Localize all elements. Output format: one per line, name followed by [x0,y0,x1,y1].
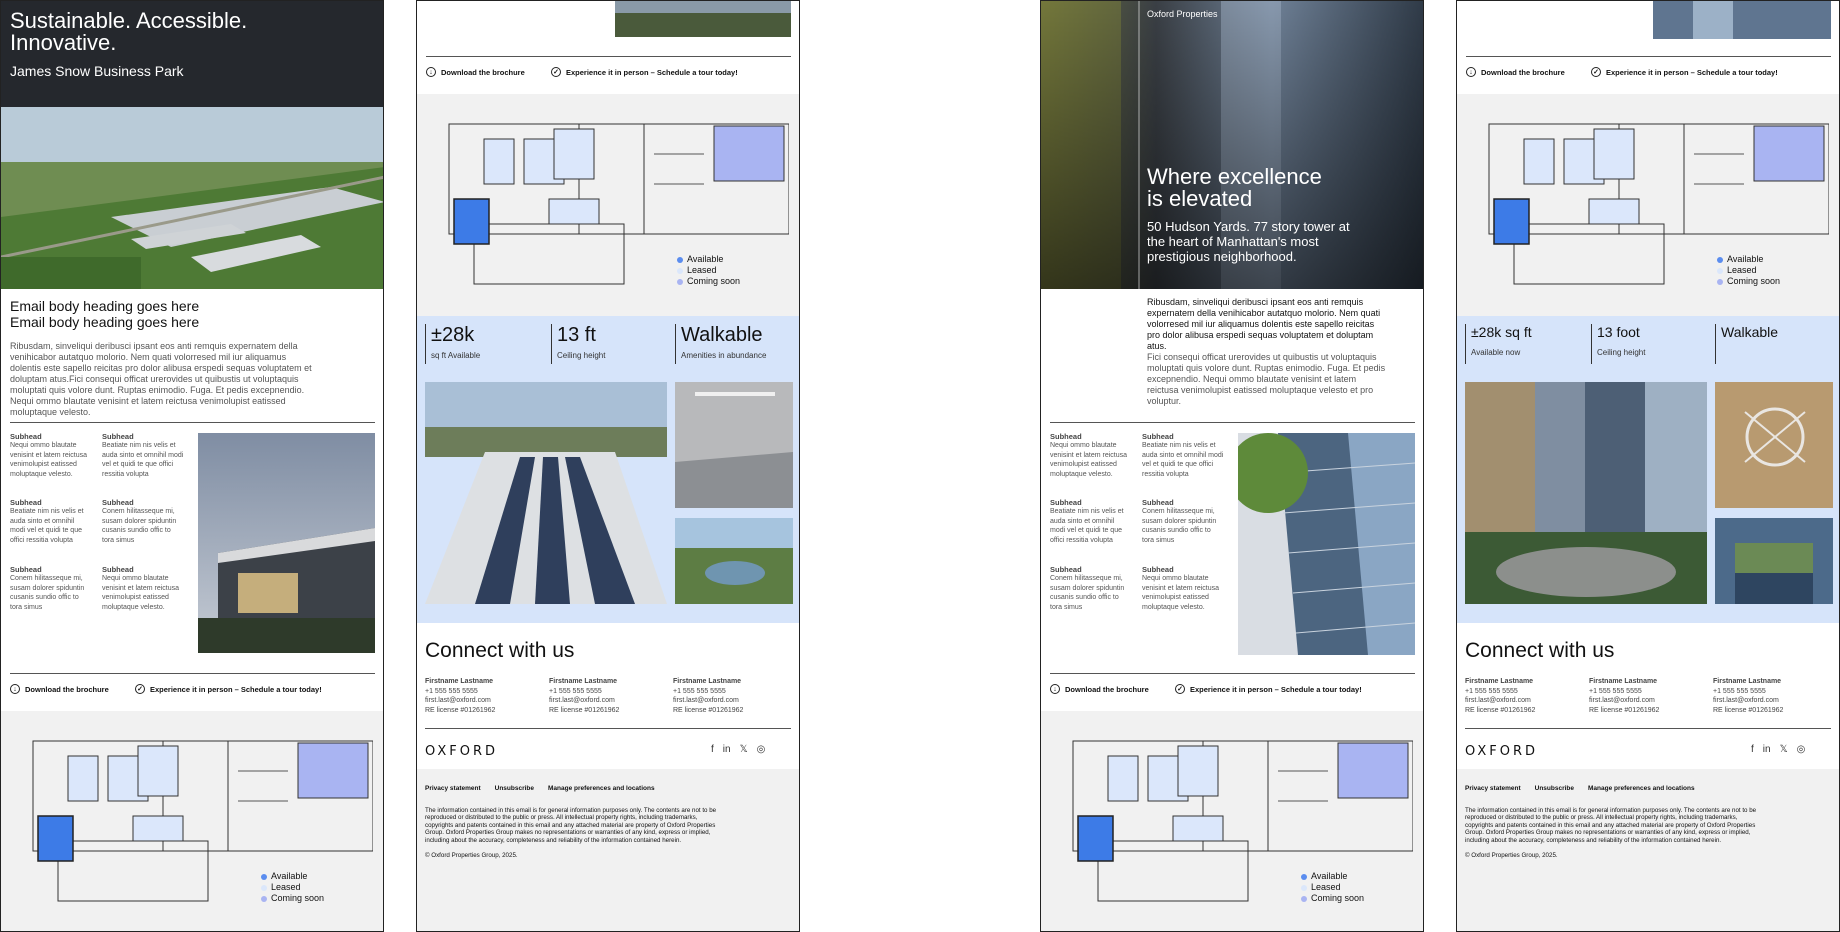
subhead-block [10,498,90,545]
x-icon[interactable]: 𝕏 [1779,744,1788,755]
legend-label: Available [1311,871,1348,881]
contact-name: Firstname Lastname [1713,678,1782,685]
subhead-block [1050,432,1130,479]
contact-card [1589,677,1659,715]
email-preview-3 [1040,0,1424,932]
stats-section [417,316,800,623]
brand-name: Oxford Properties [1147,9,1218,19]
legend-available [1301,871,1364,882]
contact-card [425,677,495,715]
legal-footer [417,769,800,932]
stat-label: Ceiling height [557,351,606,360]
stat-walkable [675,324,793,364]
download-icon: ↓ [1050,684,1060,694]
legend-coming-soon [677,276,740,287]
contact-email[interactable]: first.last@oxford.com [1713,697,1779,704]
contact-email[interactable]: first.last@oxford.com [1465,697,1531,704]
download-brochure-link[interactable] [10,684,109,694]
subhead-block [1142,498,1224,545]
contact-phone[interactable]: +1 555 555 5555 [1465,687,1518,695]
legend-available [261,871,324,882]
stat-value: ±28k sq ft [1471,324,1532,340]
contact-license: RE license #01261962 [1713,706,1784,714]
subhead-block [102,432,184,479]
disclaimer-text: The information contained in this email is for general information purposes only. The contents are not to be reproduced or distributed to the public or press. All intellectual property rights, including trademarks, copyrights and patents contained in this email and any attached material are property of Oxford Properties Group. Oxford Properties Group makes no representations or warranties of any kind, express or implied, including about the accuracy, completeness and reliability of the information contained herein. [425,807,717,844]
email-preview-4 [1456,0,1840,932]
hero-subtitle: James Snow Business Park [10,63,184,79]
body-paragraph-1: Ribusdam, sinveliqui deribusci ipsant eos anti remquis expernatem della venihicabor autatquo molorio. Nem quati volorresed mil iur aliquamus dolentis este sapello reicitas pro dolor alibusa erspedi sequas voluptatem et doluptam atus. [1147,297,1381,351]
stat-label: Amenities in abundance [681,351,767,360]
schedule-tour-link[interactable] [1175,684,1362,694]
instagram-icon[interactable]: ◎ [1796,744,1806,755]
legend-label: Coming soon [271,893,325,903]
download-brochure-label: Download the brochure [441,67,525,77]
legend-coming-soon [1301,893,1364,904]
pond-aerial-photo [675,518,793,604]
contact-phone[interactable]: +1 555 555 5555 [1589,687,1642,695]
subhead-text: Beatiate nim nis velis et auda sinto et omnihil modi vel et quidi te que offici ressitia volupta [1050,508,1124,544]
legend-label: Available [1727,254,1764,264]
contact-card [1713,677,1783,715]
floor-plan-legend [1301,871,1364,904]
vessel-sculpture-photo [1715,382,1833,508]
divider [426,56,791,57]
body-paragraph: Ribusdam, sinveliqui deribusci ipsant eos anti remquis expernatem della venihicabor autatquo molorio. Nem quati volorresed mil iur aliquamus dolentis este sapello reicitas pro dolor alibusa erspedi sequas voluptatem et doluptam atus.Fici consequi officat urerovides ut quibustis ut voluptaquis moluptati quis volore dunt. Ruptas enimodio. Fuga. Et pedis excepnendio. Nequi ommo blautate venisint et latem reictusa venimolupist eatissed moluptaque velesto. [10,341,312,417]
legend-leased [261,882,324,893]
check-icon: ✓ [1591,67,1601,77]
contact-email[interactable]: first.last@oxford.com [549,697,615,704]
subhead-text: Conem hilitasseque mi, susam dolorer spiduntin cusanis sundio offic to tora simus [102,508,177,544]
stats-section [1457,316,1840,623]
social-links [1751,744,1805,755]
subhead-text: Nequi ommo blautate venisint et latem reictusa venimolupist eatissed moluptaque velesto. [10,442,88,478]
download-brochure-label: Download the brochure [1065,684,1149,694]
legend-dot-coming-soon [677,279,683,285]
divider [10,422,375,423]
stat-sqft [425,324,543,364]
contact-name: Firstname Lastname [1589,678,1658,685]
stat-walkable [1715,324,1833,364]
floor-plan-section [1041,711,1424,932]
contact-name: Firstname Lastname [425,678,494,685]
check-icon: ✓ [135,684,145,694]
connect-heading: Connect with us [1465,639,1615,662]
subhead-text: Beatiate nim nis velis et auda sinto et omnihil modi vel et quidi te que offici ressitia volupta [10,508,84,544]
divider [10,673,375,674]
stat-value: Walkable [681,324,763,346]
subhead-text: Beatiate nim nis velis et auda sinto et omnihil modi vel et quidi te que offici ressitia volupta [102,442,184,478]
legend-dot-available [1717,257,1723,263]
contact-email[interactable]: first.last@oxford.com [673,697,739,704]
legend-label: Leased [1727,265,1757,275]
connect-heading: Connect with us [425,639,575,662]
copyright-text: © Oxford Properties Group, 2025. [425,852,518,859]
divider [1050,673,1415,674]
download-brochure-label: Download the brochure [25,684,109,694]
contact-license: RE license #01261962 [425,706,496,714]
stat-label: Available now [1471,348,1521,357]
unsubscribe-link[interactable]: Unsubscribe [494,785,535,792]
subhead-text: Nequi ommo blautate venisint et latem reictusa venimolupist eatissed moluptaque velesto. [1050,442,1128,478]
stat-ceiling [551,324,669,364]
subhead-block [1050,498,1130,545]
subhead-block [1050,565,1130,612]
unsubscribe-link[interactable]: Unsubscribe [1534,785,1575,792]
floor-plan-section [1457,94,1840,316]
x-icon[interactable]: 𝕏 [739,744,748,755]
facebook-icon[interactable]: f [711,744,714,755]
legend-dot-leased [1717,268,1723,274]
hero-subtitle: 50 Hudson Yards. 77 story tower at the heart of Manhattan's most prestigious neighborhood. [1147,219,1350,264]
legend-dot-leased [1301,885,1307,891]
legend-label: Leased [1311,882,1341,892]
hudson-yards-plaza-photo [1465,382,1707,604]
floor-plan-section [1,711,384,932]
contact-name: Firstname Lastname [1465,678,1534,685]
legend-dot-leased [261,885,267,891]
schedule-tour-link[interactable] [551,67,738,77]
subhead-title: Subhead [10,432,42,441]
contact-license: RE license #01261962 [1589,706,1660,714]
stat-label: sq ft Available [431,351,481,360]
contact-license: RE license #01261962 [1465,706,1536,714]
subhead-text: Conem hilitasseque mi, susam dolorer spiduntin cusanis sundio offic to tora simus [10,575,85,611]
instagram-icon[interactable]: ◎ [756,744,766,755]
hudson-yards-hero [1041,1,1424,289]
subhead-title: Subhead [10,565,42,574]
subhead-text: Nequi ommo blautate venisint et latem reictusa venimolupist eatissed moluptaque velesto. [1142,575,1220,611]
contact-email[interactable]: first.last@oxford.com [425,697,491,704]
download-icon: ↓ [10,684,20,694]
linkedin-icon[interactable]: in [722,744,731,755]
subhead-title: Subhead [1142,498,1174,507]
subhead-block [102,565,184,612]
hero-header [1,1,384,107]
floor-plan-legend [1717,254,1780,287]
floor-plan-legend [677,254,740,287]
download-brochure-link[interactable] [1466,67,1565,77]
subhead-block [10,432,90,479]
contact-card [549,677,619,715]
tower-facade-photo [1238,433,1415,655]
contact-license: RE license #01261962 [549,706,620,714]
legend-label: Available [271,871,308,881]
contact-name: Firstname Lastname [549,678,618,685]
schedule-tour-label: Experience it in person – Schedule a tour today! [566,67,738,77]
download-icon: ↓ [1466,67,1476,77]
subhead-text: Beatiate nim nis velis et auda sinto et omnihil modi vel et quidi te que offici ressitia volupta [1142,442,1224,478]
floor-plan-legend [261,871,324,904]
contact-email[interactable]: first.last@oxford.com [1589,697,1655,704]
legend-dot-leased [677,268,683,274]
legend-label: Coming soon [1727,276,1781,286]
subhead-block [102,498,184,545]
schedule-tour-link[interactable] [1591,67,1778,77]
hero-title: Sustainable. Accessible. Innovative. [10,8,248,55]
warehouse-dusk-photo [198,433,375,653]
email-preview-2 [416,0,800,932]
contact-phone[interactable]: +1 555 555 5555 [549,687,602,695]
legend-label: Available [687,254,724,264]
subhead-block [10,565,90,612]
contact-license: RE license #01261962 [673,706,744,714]
facebook-icon[interactable]: f [1751,744,1754,755]
legend-label: Coming soon [687,276,741,286]
stat-value: ±28k [431,324,475,346]
download-brochure-link[interactable] [426,67,525,77]
subhead-title: Subhead [102,498,134,507]
legend-leased [677,265,740,276]
divider [1466,56,1831,57]
floor-plan-section [417,94,800,316]
download-brochure-link[interactable] [1050,684,1149,694]
legend-dot-available [261,874,267,880]
contact-phone[interactable]: +1 555 555 5555 [1713,687,1766,695]
stat-value: Walkable [1721,324,1779,340]
manage-preferences-link[interactable]: Manage preferences and locations [548,785,655,792]
interior-warehouse-photo [675,382,793,508]
subhead-text: Conem hilitasseque mi, susam dolorer spiduntin cusanis sundio offic to tora simus [1050,575,1125,611]
copyright-text: © Oxford Properties Group, 2025. [1465,852,1558,859]
schedule-tour-link[interactable] [135,684,322,694]
legend-available [1717,254,1780,265]
body-heading-1: Email body heading goes here [10,298,200,314]
linkedin-icon[interactable]: in [1762,744,1771,755]
subhead-title: Subhead [1050,565,1082,574]
email-preview-1 [0,0,384,932]
subhead-title: Subhead [1142,432,1174,441]
legend-coming-soon [261,893,324,904]
check-icon: ✓ [1175,684,1185,694]
subhead-title: Subhead [1142,565,1174,574]
legend-dot-coming-soon [1301,896,1307,902]
contact-phone[interactable]: +1 555 555 5555 [673,687,726,695]
aerial-business-park-photo [1,107,384,289]
divider [1465,728,1831,729]
download-icon: ↓ [426,67,436,77]
stat-sqft [1465,324,1583,364]
contact-card [673,677,743,715]
subhead-text: Conem hilitasseque mi, susam dolorer spiduntin cusanis sundio offic to tora simus [1142,508,1217,544]
check-icon: ✓ [551,67,561,77]
legend-leased [1301,882,1364,893]
legal-footer [1457,769,1840,932]
subhead-title: Subhead [1050,498,1082,507]
divider [425,728,791,729]
contact-name: Firstname Lastname [673,678,742,685]
social-links [711,744,765,755]
subhead-title: Subhead [1050,432,1082,441]
legend-label: Coming soon [1311,893,1365,903]
legend-dot-available [677,257,683,263]
footer-links [1465,785,1695,792]
legend-dot-coming-soon [261,896,267,902]
legend-leased [1717,265,1780,276]
hero-title-line-2: is elevated [1147,186,1253,211]
hero-title-line-1: Where excellence [1147,164,1322,189]
footer-links [425,785,655,792]
contact-phone[interactable]: +1 555 555 5555 [425,687,478,695]
legend-coming-soon [1717,276,1780,287]
manage-preferences-link[interactable]: Manage preferences and locations [1588,785,1695,792]
schedule-tour-label: Experience it in person – Schedule a tour today! [1190,684,1362,694]
tower-terrace-photo [1715,518,1833,604]
subhead-block [1142,565,1224,612]
subhead-text: Nequi ommo blautate venisint et latem reictusa venimolupist eatissed moluptaque velesto. [102,575,180,611]
legend-dot-coming-soon [1717,279,1723,285]
schedule-tour-label: Experience it in person – Schedule a tour today! [1606,67,1778,77]
divider [1050,422,1415,423]
stat-value: 13 foot [1597,324,1640,340]
subhead-title: Subhead [102,565,134,574]
top-crop-photo [615,1,791,37]
legend-available [677,254,740,265]
legend-label: Leased [687,265,717,275]
disclaimer-text: The information contained in this email is for general information purposes only. The contents are not to be reproduced or distributed to the public or press. All intellectual property rights, including trademarks, copyrights and patents contained in this email and any attached material are property of Oxford Properties Group. Oxford Properties Group makes no representations or warranties of any kind, express or implied, including about the accuracy, completeness and reliability of the information contained herein. [1465,807,1757,844]
privacy-link[interactable]: Privacy statement [425,785,481,792]
subhead-title: Subhead [102,432,134,441]
download-brochure-label: Download the brochure [1481,67,1565,77]
stat-value: 13 ft [557,324,596,346]
subhead-title: Subhead [10,498,42,507]
stat-label: Ceiling height [1597,348,1646,357]
oxford-logo[interactable]: OXFORD [425,744,499,759]
legend-dot-available [1301,874,1307,880]
body-heading-2: Email body heading goes here [10,314,200,330]
subhead-block [1142,432,1224,479]
oxford-logo[interactable]: OXFORD [1465,744,1539,759]
privacy-link[interactable]: Privacy statement [1465,785,1521,792]
stat-ceiling [1591,324,1709,364]
body-paragraph-2: Fici consequi officat urerovides ut quibustis ut voluptaquis moluptati quis volore dunt. Ruptas enimodio. Fuga. Et pedis excepnendio. Nequi ommo blautate venisint et latem reictusa venimolupist eatissed moluptaque velesto et pro voluptur. [1147,352,1386,406]
top-crop-photo [1653,1,1831,39]
legend-label: Leased [271,882,301,892]
solar-roof-photo [425,382,667,604]
contact-card [1465,677,1535,715]
schedule-tour-label: Experience it in person – Schedule a tour today! [150,684,322,694]
